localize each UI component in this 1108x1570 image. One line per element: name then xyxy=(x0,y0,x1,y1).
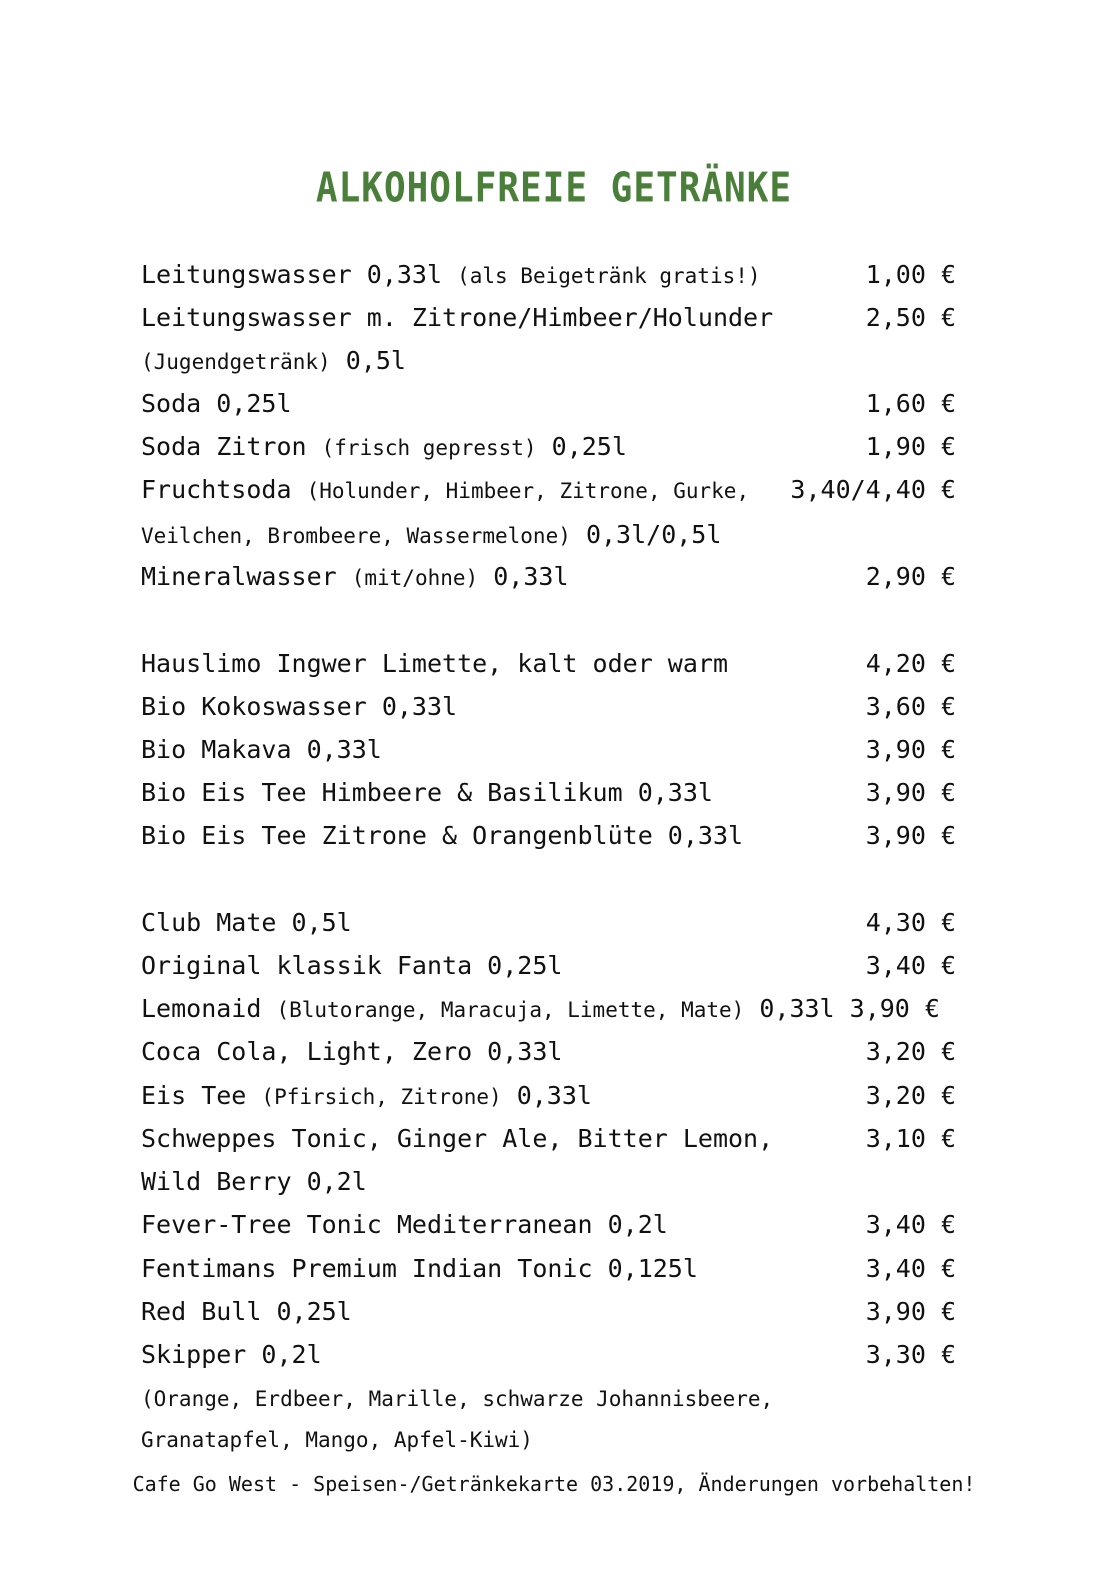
item-price: 4,20 € xyxy=(865,649,956,678)
item-name: Bio Makava 0,33l xyxy=(141,735,382,764)
menu-item xyxy=(141,1249,956,1289)
item-name: Coca Cola, Light, Zero 0,33l xyxy=(141,1037,563,1066)
item-price: 3,40 € xyxy=(865,951,956,980)
menu-item xyxy=(141,903,956,943)
item-note: (als Beigetränk gratis!) xyxy=(457,264,761,288)
item-size: 0,33l xyxy=(493,562,569,591)
menu-item xyxy=(141,773,956,813)
item-price: 3,10 € xyxy=(865,1124,956,1153)
item-name: Eis Tee xyxy=(141,1081,247,1110)
item-name: Bio Kokoswasser 0,33l xyxy=(141,692,458,721)
item-name: Mineralwasser xyxy=(141,562,337,591)
menu-item xyxy=(141,298,956,338)
item-text xyxy=(141,255,761,296)
menu-item xyxy=(141,816,956,856)
item-note: (Holunder, Himbeer, Zitrone, Gurke, xyxy=(306,479,750,503)
item-continuation xyxy=(141,515,721,556)
item-price: 1,90 € xyxy=(865,432,956,461)
item-price: 3,40 € xyxy=(865,1210,956,1239)
menu-item xyxy=(141,1292,956,1332)
item-note: (mit/ohne) xyxy=(351,566,479,590)
menu-item xyxy=(141,989,956,1029)
item-name: Red Bull 0,25l xyxy=(141,1297,352,1326)
item-name: Fever-Tree Tonic Mediterranean 0,2l xyxy=(141,1210,668,1239)
item-name: Bio Eis Tee Himbeere & Basilikum 0,33l xyxy=(141,778,713,807)
item-size: 0,33l xyxy=(516,1081,592,1110)
item-continuation xyxy=(141,341,406,382)
item-name: Schweppes Tonic, Ginger Ale, Bitter Lemon, xyxy=(141,1124,774,1153)
item-price: 3,90 € xyxy=(865,821,956,850)
menu-item xyxy=(141,1119,956,1159)
item-text xyxy=(141,470,749,511)
item-note: Veilchen, Brombeere, Wassermelone) xyxy=(141,524,571,548)
item-name: Skipper 0,2l xyxy=(141,1340,322,1369)
item-price: 3,20 € xyxy=(865,1037,956,1066)
item-name: Fruchtsoda xyxy=(141,475,292,504)
item-price: 1,00 € xyxy=(865,260,956,289)
item-price: 3,40/4,40 € xyxy=(790,475,956,504)
item-price: 3,90 € xyxy=(865,778,956,807)
item-name: Leitungswasser 0,33l xyxy=(141,260,443,289)
item-note: (Pfirsich, Zitrone) xyxy=(261,1085,502,1109)
item-note: (Blutorange, Maracuja, Limette, Mate) xyxy=(276,998,745,1022)
item-price: 2,50 € xyxy=(865,303,956,332)
item-name: Club Mate 0,5l xyxy=(141,908,352,937)
item-name: Fentimans Premium Indian Tonic 0,125l xyxy=(141,1254,698,1283)
item-price: 3,60 € xyxy=(865,692,956,721)
item-name: Hauslimo Ingwer Limette, kalt oder warm xyxy=(141,649,728,678)
menu-item xyxy=(141,1205,956,1245)
item-price: 3,40 € xyxy=(865,1254,956,1283)
item-size: 0,25l xyxy=(551,432,627,461)
menu-item xyxy=(141,557,956,597)
item-name: Soda 0,25l xyxy=(141,389,292,418)
menu-item xyxy=(141,1076,956,1116)
item-continuation xyxy=(141,1419,533,1460)
item-continuation: Wild Berry 0,2l xyxy=(141,1167,367,1196)
item-note: (Jugendgetränk) xyxy=(141,350,331,374)
item-text xyxy=(141,427,627,468)
item-name: Leitungswasser m. Zitrone/Himbeer/Holunder xyxy=(141,303,774,332)
menu-item xyxy=(141,1335,956,1375)
menu-item xyxy=(141,687,956,727)
item-note: (frisch gepresst) xyxy=(321,436,537,460)
item-size: 0,5l xyxy=(345,346,406,375)
item-price: 3,20 € xyxy=(865,1081,956,1110)
item-text xyxy=(141,989,940,1030)
menu-item xyxy=(141,730,956,770)
item-price: 3,90 € xyxy=(865,735,956,764)
footer-note: Cafe Go West - Speisen-/Getränkekarte 03.2019, Änderungen vorbehalten! xyxy=(132,1472,976,1496)
item-name: Soda Zitron xyxy=(141,432,307,461)
item-price: 2,90 € xyxy=(865,562,956,591)
item-name: Bio Eis Tee Zitrone & Orangenblüte 0,33l xyxy=(141,821,744,850)
menu-item xyxy=(141,255,956,295)
item-price: 4,30 € xyxy=(865,908,956,937)
item-name: Original klassik Fanta 0,25l xyxy=(141,951,563,980)
item-text xyxy=(141,1076,592,1117)
item-text xyxy=(141,557,569,598)
item-name: Lemonaid xyxy=(141,994,262,1023)
item-note: Granatapfel, Mango, Apfel-Kiwi) xyxy=(141,1428,533,1452)
menu-item xyxy=(141,946,956,986)
item-size: 0,3l/0,5l xyxy=(585,520,722,549)
page-title: ALKOHOLFREIE GETRÄNKE xyxy=(315,164,793,213)
item-note: (Orange, Erdbeer, Marille, schwarze Johannisbeere, xyxy=(141,1387,774,1411)
item-continuation xyxy=(141,1378,773,1419)
item-price: 3,30 € xyxy=(865,1340,956,1369)
menu-item xyxy=(141,1032,956,1072)
item-size-price: 0,33l 3,90 € xyxy=(759,994,940,1023)
menu-item xyxy=(141,470,956,510)
menu-item xyxy=(141,427,956,467)
menu-item xyxy=(141,644,956,684)
menu-item xyxy=(141,384,956,424)
item-price: 3,90 € xyxy=(865,1297,956,1326)
item-price: 1,60 € xyxy=(865,389,956,418)
